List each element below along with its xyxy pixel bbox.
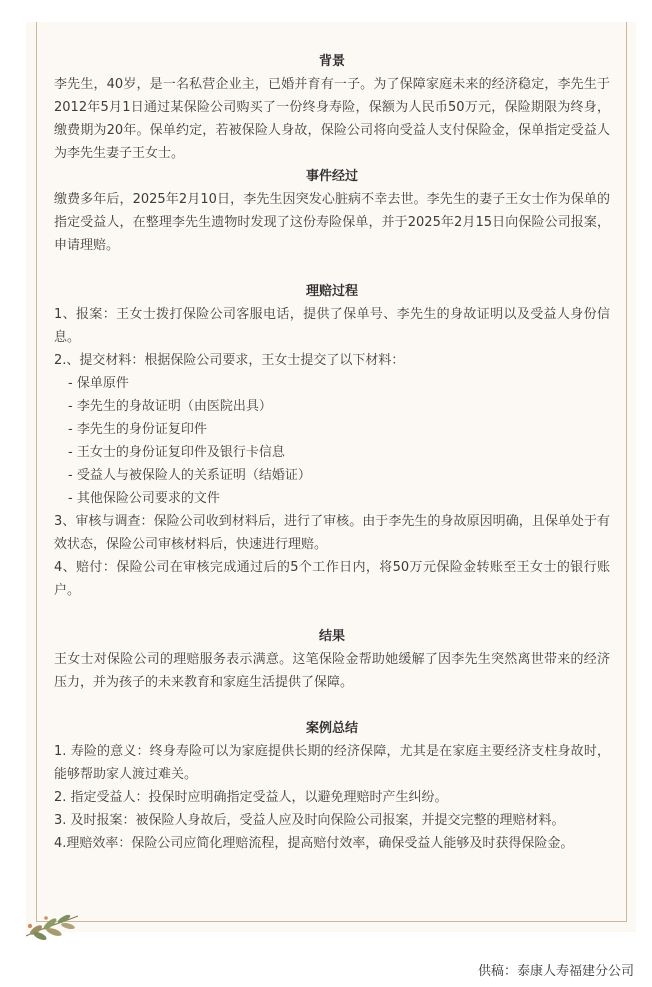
process-step-review: 3、审核与调查：保险公司收到材料后，进行了审核。由于李先生的身故原因明确，且保单处于有效状态，保险公司审核材料后，快速进行理赔。 (54, 514, 610, 552)
summary-item: 3. 及时报案：被保险人身故后，受益人应及时向保险公司报案，并提交完整的理赔材料。 (54, 813, 565, 828)
process-step-report: 1、报案：王女士拨打保险公司客服电话，提供了保单号、李先生的身故证明以及受益人身份信息。 (54, 307, 610, 345)
spacer (54, 694, 610, 717)
event-heading: 事件经过 (305, 169, 358, 184)
background-heading: 背景 (318, 54, 345, 69)
summary-heading: 案例总结 (305, 721, 358, 736)
material-item: - 李先生的身份证复印件 (68, 422, 207, 437)
material-item: - 保单原件 (68, 376, 129, 391)
result-paragraph: 王女士对保险公司的理赔服务表示满意。这笔保险金帮助她缓解了因李先生突然离世带来的经济压力，并为孩子的未来教育和家庭生活提供了保障。 (54, 652, 610, 690)
frame-right-line (626, 22, 627, 922)
result-heading: 结果 (318, 629, 345, 644)
material-item: - 其他保险公司要求的文件 (68, 491, 220, 506)
frame-bottom-line (36, 921, 627, 922)
spacer (54, 257, 610, 280)
frame-left-line (36, 22, 37, 922)
leaf-decoration-icon (22, 906, 82, 942)
background-paragraph: 李先生，40岁，是一名私营企业主，已婚并育有一子。为了保障家庭未来的经济稳定，李先生于2012年5月1日通过某保险公司购买了一份终身寿险，保额为人民币50万元，保险期限为终身，缴费期为20年。保单约定，若被保险人身故，保险公司将向受益人支付保险金，保单指定受益人为李先生妻子王女士。 (54, 77, 610, 161)
summary-item: 2. 指定受益人：投保时应明确指定受益人，以避免理赔时产生纠纷。 (54, 790, 448, 805)
material-item: - 李先生的身故证明（由医院出具） (68, 399, 272, 414)
material-item: - 王女士的身份证复印件及银行卡信息 (68, 445, 285, 460)
summary-item: 1. 寿险的意义：终身寿险可以为家庭提供长期的经济保障，尤其是在家庭主要经济支柱身故时，能够帮助家人渡过难关。 (54, 744, 610, 782)
event-paragraph: 缴费多年后，2025年2月10日，李先生因突发心脏病不幸去世。李先生的妻子王女士作为保单的指定受益人，在整理李先生遗物时发现了这份寿险保单，并于2025年2月15日向保险公司报案，申请理赔。 (54, 192, 610, 253)
material-item: - 受益人与被保险人的关系证明（结婚证） (68, 468, 311, 483)
process-step-payment: 4、赔付：保险公司在审核完成通过后的5个工作日内，将50万元保险金转账至王女士的银行账户。 (54, 560, 610, 598)
source-credit: 供稿：泰康人寿福建分公司 (477, 964, 634, 979)
article-body (54, 50, 610, 855)
process-heading: 理赔过程 (305, 284, 358, 299)
process-step-materials: 2.、提交材料：根据保险公司要求，王女士提交了以下材料： (54, 353, 405, 368)
spacer (54, 602, 610, 625)
summary-item: 4.理赔效率：保险公司应简化理赔流程，提高赔付效率，确保受益人能够及时获得保险金。 (54, 836, 574, 851)
